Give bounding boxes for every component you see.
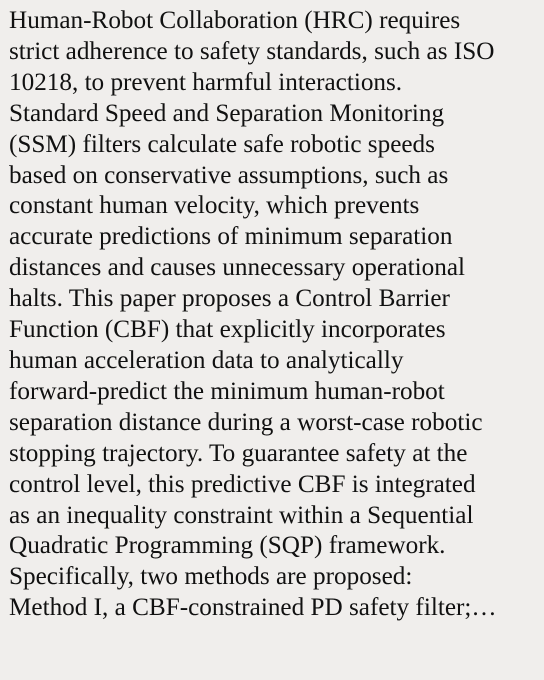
- abstract-line: stopping trajectory. To guarantee safety at the: [9, 439, 468, 467]
- abstract-line: forward-predict the minimum human-robot: [9, 377, 445, 405]
- abstract-line: Human-Robot Collaboration (HRC) requires: [9, 7, 461, 34]
- abstract-line: as an inequality constraint within a Sequential: [9, 501, 474, 529]
- abstract-line: separation distance during a worst-case robotic: [9, 408, 483, 436]
- abstract-line: Standard Speed and Separation Monitoring: [9, 99, 445, 127]
- abstract-line: based on conservative assumptions, such as: [9, 161, 449, 189]
- abstract-line: 10218, to prevent harmful interactions.: [9, 68, 403, 96]
- abstract-line: halts. This paper proposes a Control Barrier: [9, 285, 450, 313]
- abstract-line: human acceleration data to analytically: [9, 346, 404, 374]
- abstract-line: Method I, a CBF-constrained PD safety filter;…: [9, 594, 497, 622]
- abstract-line: distances and causes unnecessary operational: [9, 254, 465, 282]
- abstract-line: accurate predictions of minimum separation: [9, 223, 453, 251]
- abstract-line: constant human velocity, which prevents: [9, 192, 420, 220]
- abstract-line: Function (CBF) that explicitly incorporates: [9, 316, 446, 344]
- abstract-line: Quadratic Programming (SQP) framework.: [9, 532, 446, 560]
- abstract-line: strict adherence to safety standards, such as ISO: [9, 37, 495, 65]
- abstract-line: (SSM) filters calculate safe robotic speeds: [9, 130, 435, 158]
- abstract-line: Specifically, two methods are proposed:: [9, 563, 413, 591]
- abstract-line: control level, this predictive CBF is integrated: [9, 470, 476, 498]
- abstract-text: [9, 6, 539, 624]
